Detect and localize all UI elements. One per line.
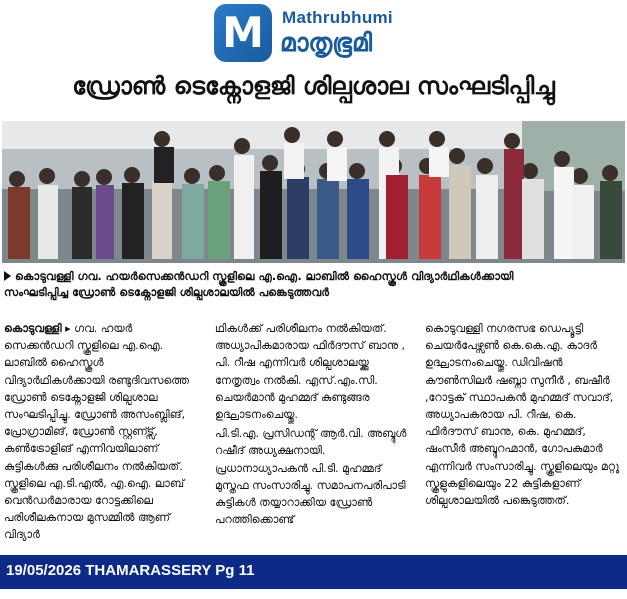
caption-line-1 bbox=[4, 269, 623, 285]
photo-caption bbox=[4, 269, 623, 301]
dateline: കൊടുവള്ളി bbox=[4, 322, 62, 335]
group-photo bbox=[2, 121, 625, 263]
footer-edition-info: 19/05/2026 THAMARASSERY Pg 11 bbox=[6, 562, 255, 579]
page-footer bbox=[0, 555, 627, 589]
masthead bbox=[214, 4, 474, 68]
article-column-3 bbox=[425, 320, 623, 509]
column-1-body: ഗവ. ഹയർ സെക്കൻഡറി സ്കൂളിലെ എ.ഐ. ലാബിൽ ഹൈസ്കൂൾ വിദ്യാർഥികൾക്കായി രണ്ടുദിവസത്തെ ഡ്രോൺ ടെക്നോളജി ശില്പശാല സംഘടിപ്പിച്ചു. ഡ്രോൺ അസംബ്ലിങ്, പ്രോഗ്രാമിങ്, ഡ്രോൺ സ്റ്റണ്ട്സ്, കൺട്രോളിങ് എന്നിവയിലാണ് കുട്ടികൾക്കു പരിശീലനം നൽകിയത്. സ്കൂളിലെ എ.ടി.എൽ, എ.ഐ. ലാബ് വെൻഡർമാരായ റോട്ടക്കിലെ പരിശീലകനായ മുസമ്മിൽ ആണ് വിദ്യാർ bbox=[4, 322, 189, 542]
article-headline: ഡ്രോൺ ടെക്നോളജി ശില്പശാല സംഘടിപ്പിച്ചു bbox=[72, 72, 555, 100]
article-column-2 bbox=[215, 320, 415, 528]
caption-line-2: സംഘടിപ്പിച്ച ഡ്രോൺ ടെക്നോളജി ശില്പശാലയിൽ പങ്കെടുത്തവർ bbox=[4, 286, 330, 299]
article-column-1 bbox=[4, 320, 204, 544]
brand-name-malayalam: മാതൃഭൂമി bbox=[280, 28, 373, 57]
article-column-1-text: കൊടുവള്ളി ▸ ഗവ. ഹയർ സെക്കൻഡറി സ്കൂളിലെ എ.ഐ. ലാബിൽ ഹൈസ്കൂൾ വിദ്യാർഥികൾക്കായി രണ്ടുദിവസത്തെ ഡ്രോൺ ടെക്നോളജി ശില്പശാല സംഘടിപ്പിച്ചു. ഡ്രോൺ അസംബ്ലിങ്, പ്രോഗ്രാമിങ്, ഡ്രോൺ സ്റ്റണ്ട്സ്, കൺട്രോളിങ് എന്നിവയിലാണ് കുട്ടികൾക്കു പരിശീലനം നൽകിയത്. സ്കൂളിലെ എ.ടി.എൽ, എ.ഐ. ലാബ് വെൻഡർമാരായ റോട്ടക്കിലെ പരിശീലകനായ മുസമ്മിൽ ആണ് വിദ്യാർ bbox=[4, 322, 189, 542]
mathrubhumi-logo-icon bbox=[214, 4, 272, 62]
logo-letter: M bbox=[222, 8, 264, 57]
caption-triangle-icon bbox=[4, 271, 11, 281]
brand-name-english: Mathrubhumi bbox=[282, 8, 393, 27]
column-2-paragraph-2: പി.ടി.എ. പ്രസിഡന്റ് ആർ.വി. അബ്ദുൾ റഷീദ് അധ്യക്ഷനായി. പ്രധാനാധ്യാപകൻ പി.ടി. മുഹമ്മദ് മുസ്തഫ സംസാരിച്ചു. സമാപനപരിപാടി കുട്ടികൾ തയ്യാറാക്കിയ ഡ്രോൺ പറത്തിക്കൊണ്ട് bbox=[215, 427, 407, 527]
column-2-paragraph-1: ഥികൾക്ക് പരിശീലനം നൽകിയത്. അധ്യാപികമാരായ ഫിർദൗസ് ബാനു , പി. റീഷ എന്നിവർ ശില്പശാലയ്ക്കു നേതൃത്വം നൽകി. എസ്.എം.സി. ചെയർമാൻ മുഹമ്മദ് കുണ്ടുങ്ങര ഉദ്ഘാടനംചെയ്തു. bbox=[215, 322, 406, 422]
group-photo-illustration bbox=[2, 121, 625, 263]
caption-line-1-text: കൊടുവള്ളി ഗവ. ഹയർസെക്കൻഡറി സ്കൂളിലെ എ.ഐ. ലാബിൽ ഹൈസ്കൂൾ വിദ്യാർഥികൾക്കായി bbox=[15, 270, 514, 283]
column-3-body: കൊടുവള്ളി നഗരസഭ ഡെപ്യൂട്ടി ചെയർപേഴ്സൺ കെ.കെ.എ. കാദർ ഉദ്ഘാടനംചെയ്തു. ഡിവിഷൻ കൗൺസിലർ ഷബ്നാ സുനീർ , ബഷീർ ,റോട്ടക് സ്ഥാപകൻ മുഹമ്മദ് സവാദ്, അധ്യാപകരായ പി. റീഷ, കെ. ഫിർദൗസ് ബാനു, കെ. മുഹമ്മദ്, ഷംസീർ അബ്ദുറഹ്മാൻ, ഗോപകുമാർ എന്നിവർ സംസാരിച്ചു. സ്കൂളിലെയും മറ്റു സ്കൂളുകളിലെയും 22 കുട്ടികളാണ് ശില്പശാലയിൽ പങ്കെടുത്തത്. bbox=[425, 322, 620, 508]
